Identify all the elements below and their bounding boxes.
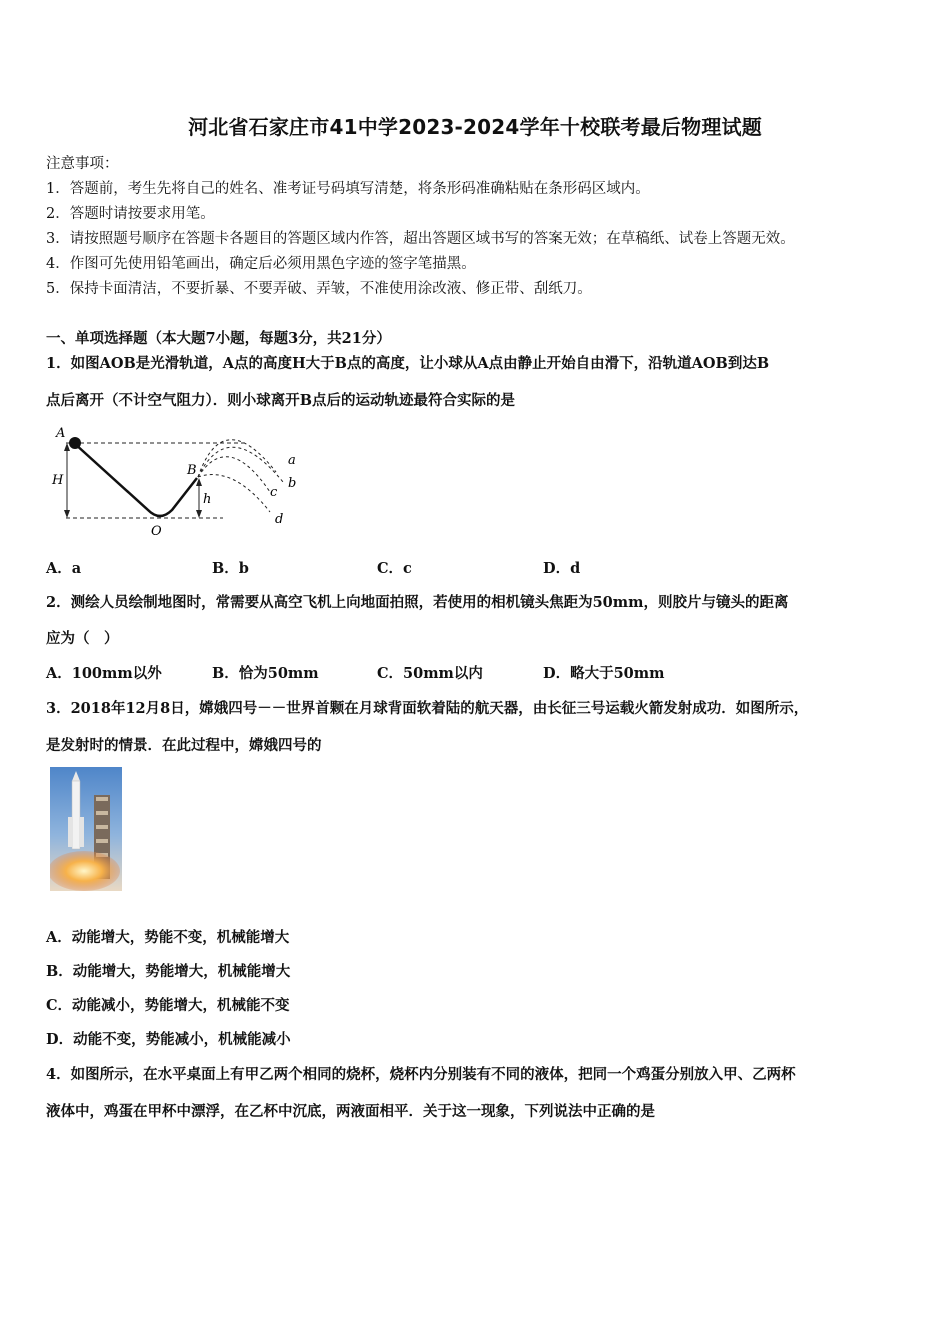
label-a: a bbox=[288, 453, 296, 468]
label-A: A bbox=[56, 426, 66, 441]
q3-stem-line2: 是发射时的情景．在此过程中，嫦娥四号的 bbox=[46, 737, 322, 754]
q2-stem-line2: 应为（ ） bbox=[46, 630, 119, 647]
notice-item: 2．答题时请按要求用笔。 bbox=[46, 206, 215, 222]
trajectory-a bbox=[198, 440, 276, 477]
page-title: 河北省石家庄市41中学2023-2024学年十校联考最后物理试题 bbox=[188, 115, 762, 139]
q3-stem-line1: 3．2018年12月8日，嫦娥四号－－世界首颗在月球背面软着陆的航天器，由长征三号运载火箭发射成功．如图所示， bbox=[46, 700, 809, 717]
q1-stem-line1: 1．如图AOB是光滑轨道，A点的高度H大于B点的高度，让小球从A点由静止开始自由滑下，沿轨道AOB到达B bbox=[46, 355, 770, 372]
q3-option-b[interactable]: B．动能增大，势能增大，机械能增大 bbox=[46, 963, 291, 980]
q2-option-c[interactable]: C．50mm以内 bbox=[377, 665, 483, 682]
q3-option-d[interactable]: D．动能不变，势能减小，机械能减小 bbox=[46, 1031, 291, 1048]
notice-item: 5．保持卡面清洁，不要折暴、不要弄破、弄皱，不准使用涂改液、修正带、刮纸刀。 bbox=[46, 281, 592, 297]
q2-stem-line1: 2．测绘人员绘制地图时，常需要从高空飞机上向地面拍照，若使用的相机镜头焦距为50mm，则胶片与镜头的距离 bbox=[46, 594, 789, 611]
label-c: c bbox=[270, 485, 278, 500]
notice-item: 1．答题前，考生先将自己的姓名、准考证号码填写清楚，将条形码准确粘贴在条形码区域内。 bbox=[46, 181, 650, 197]
q3-option-c[interactable]: C．动能减小，势能增大，机械能不变 bbox=[46, 997, 290, 1014]
q4-stem-line1: 4．如图所示，在水平桌面上有甲乙两个相同的烧杯，烧杯内分别装有不同的液体，把同一个鸡蛋分别放入甲、乙两杯 bbox=[46, 1066, 796, 1083]
q1-track-diagram bbox=[48, 420, 308, 542]
track-AOB bbox=[74, 443, 197, 516]
q1-option-c[interactable]: C．c bbox=[377, 560, 412, 577]
q2-option-d[interactable]: D．略大于50mm bbox=[543, 665, 665, 682]
exhaust-plume bbox=[50, 851, 120, 891]
ball bbox=[69, 437, 81, 449]
rocket-body bbox=[72, 781, 80, 849]
section-heading: 一、单项选择题（本大题7小题，每题3分，共21分） bbox=[46, 330, 391, 347]
notice-item: 4．作图可先使用铅笔画出，确定后必须用黑色字迹的签字笔描黑。 bbox=[46, 256, 476, 272]
notice-item: 3．请按照题号顺序在答题卡各题目的答题区域内作答，超出答题区域书写的答案无效；在草稿纸、试卷上答题无效。 bbox=[46, 231, 795, 247]
label-O: O bbox=[151, 524, 162, 539]
q1-option-b[interactable]: B．b bbox=[212, 560, 249, 577]
trajectory-c bbox=[198, 457, 270, 492]
notice-heading: 注意事项： bbox=[46, 156, 119, 172]
q1-option-a[interactable]: A．a bbox=[46, 560, 82, 577]
q1-stem-line2: 点后离开（不计空气阻力）．则小球离开B点后的运动轨迹最符合实际的是 bbox=[46, 392, 516, 409]
q3-option-a[interactable]: A．动能增大，势能不变，机械能增大 bbox=[46, 929, 290, 946]
q2-option-b[interactable]: B．恰为50mm bbox=[212, 665, 319, 682]
q1-option-d[interactable]: D．d bbox=[543, 560, 581, 577]
label-h: h bbox=[203, 492, 212, 507]
label-b: b bbox=[288, 476, 297, 491]
label-B: B bbox=[187, 463, 197, 478]
q2-option-a[interactable]: A．100mm以外 bbox=[46, 665, 162, 682]
trajectory-b bbox=[198, 447, 283, 482]
label-d: d bbox=[275, 512, 284, 527]
label-H: H bbox=[52, 473, 64, 488]
rocket-launch-image bbox=[50, 767, 122, 891]
q4-stem-line2: 液体中，鸡蛋在甲杯中漂浮，在乙杯中沉底，两液面相平．关于这一现象，下列说法中正确的是 bbox=[46, 1103, 655, 1120]
